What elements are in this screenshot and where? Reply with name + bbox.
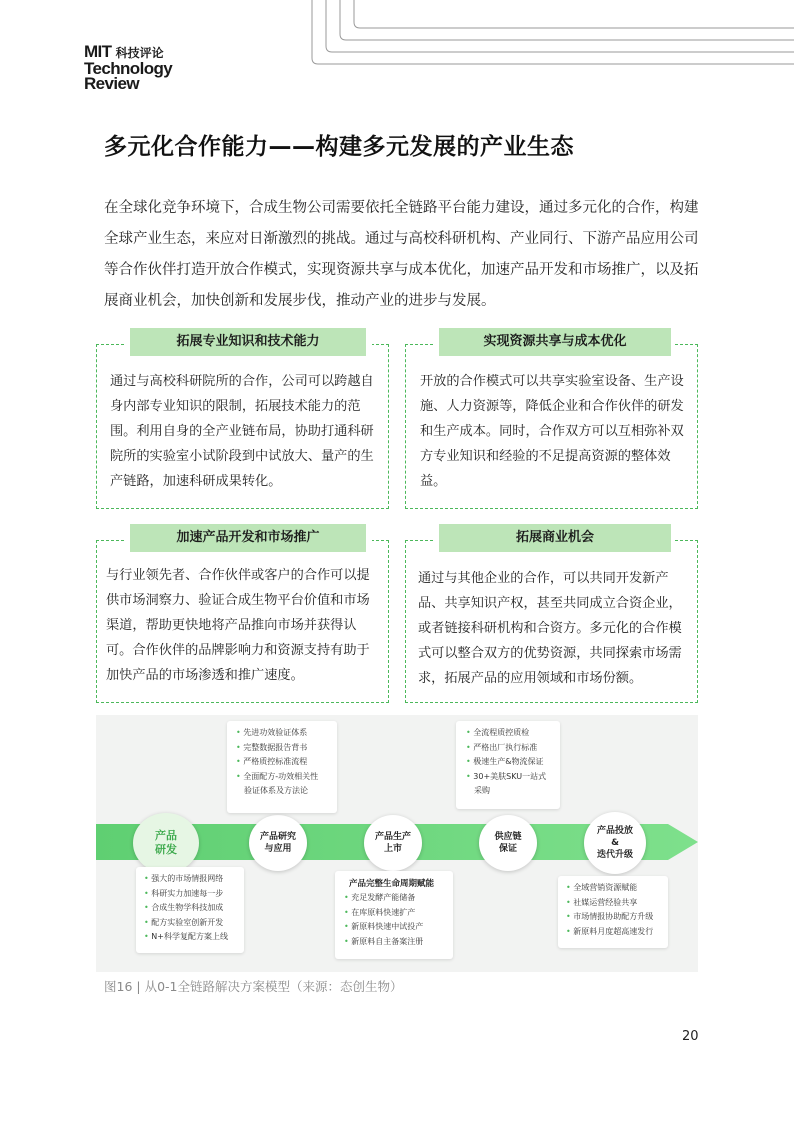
node-production-launch: 产品生产 上市	[364, 815, 422, 871]
box-text-accelerate-product: 与行业领先者、合作伙伴或客户的合作可以提供市场洞察力、验证合成生物平台价值和市场渠道，帮助更快地将产品推向市场并获得认可。合作伙伴的品牌影响力和资源支持有助于加快产品的市场渗透和推广速度。	[106, 568, 370, 683]
node-product-rnd: 产品 研发	[133, 813, 199, 873]
logo-cn: 科技评论	[115, 46, 164, 60]
figure-caption: 图16 | 从0-1全链路解决方案模型（来源：态创生物）	[104, 979, 403, 994]
box-text-resource-sharing: 开放的合作模式可以共享实验室设备、生产设施、人力资源等，降低企业和合作伙伴的研发和生产成本。同时，合作双方可以互相弥补双方专业知识和经验的不足提高资源的整体效益。	[420, 374, 684, 489]
mit-technology-review-logo	[84, 44, 194, 91]
bottom-middle-title: 产品完整生命周期赋能	[349, 879, 435, 889]
intro-paragraph: 在全球化竞争环境下，合成生物公司需要依托全链路平台能力建设，通过多元化的合作，构建全球产业生态，来应对日渐激烈的挑战。通过与高校科研机构、产业同行、下游产品应用公司等合作伙伴打造开放合作模式，实现资源共享与成本优化，加速产品开发和市场推广，以及拓展商业机会，加快创新和发展步伐，推动产业的进步与发展。	[104, 200, 699, 309]
list-bottom-right: • 全域营销资源赋能 • 社媒运营经验共享 • 市场情报协助配方升级 • 新原料月度超高速发行	[566, 881, 653, 939]
decorative-corner-lines	[300, 0, 794, 90]
solution-model-figure	[96, 715, 698, 972]
box-text-expand-expertise: 通过与高校科研院所的合作，公司可以跨越自身内部专业知识的限制，拓展技术能力的范围。利用自身的全产业链布局，协助打通科研院所的实验室小试阶段到中试放大、量产的生产链路，加速科研成果转化。	[110, 374, 374, 489]
node-launch-iteration: 产品投放 & 迭代升级	[584, 812, 646, 874]
node-research-application: 产品研究 与应用	[249, 815, 307, 871]
box-text-business-opportunity: 通过与其他企业的合作，可以共同开发新产品、共享知识产权，甚至共同成立合资企业，或者链接科研机构和合资方。多元化的合作模式可以整合双方的优势资源，共同探索市场需求，拓展产品的应用领域和市场份额。	[418, 571, 682, 686]
logo-mit: MIT	[84, 42, 112, 61]
logo-review: Review	[84, 74, 139, 93]
node-supply-chain: 供应链 保证	[479, 815, 537, 871]
list-top-left: • 先进功效验证体系 • 完整数据报告背书 • 严格质控标准流程 • 全面配方-功效相关性 验证体系及方法论	[236, 726, 318, 799]
box-label-business-opportunity: 拓展商业机会	[439, 524, 671, 552]
box-label-accelerate-product: 加速产品开发和市场推广	[130, 524, 366, 552]
page-title: 多元化合作能力——构建多元发展的产业生态	[104, 134, 574, 160]
list-bottom-middle: • 充足发酵产能储备 • 在库原料快速扩产 • 新原料快速中试投产 • 新原料自主备案注册	[344, 891, 423, 949]
box-label-expand-expertise: 拓展专业知识和技术能力	[130, 328, 366, 356]
list-bottom-left: • 强大的市场情报网络 • 科研实力加速每一步 • 合成生物学科技加成 • 配方实验室创新开发 • N+科学复配方案上线	[144, 872, 228, 945]
logo-technology: Technology	[84, 59, 173, 78]
box-label-resource-sharing: 实现资源共享与成本优化	[439, 328, 671, 356]
page-number: 20	[682, 1029, 699, 1044]
list-top-right: • 全流程质控质检 • 严格出厂执行标准 • 极速生产&物流保证 • 30+美肤SKU一站式 采购	[466, 726, 546, 799]
